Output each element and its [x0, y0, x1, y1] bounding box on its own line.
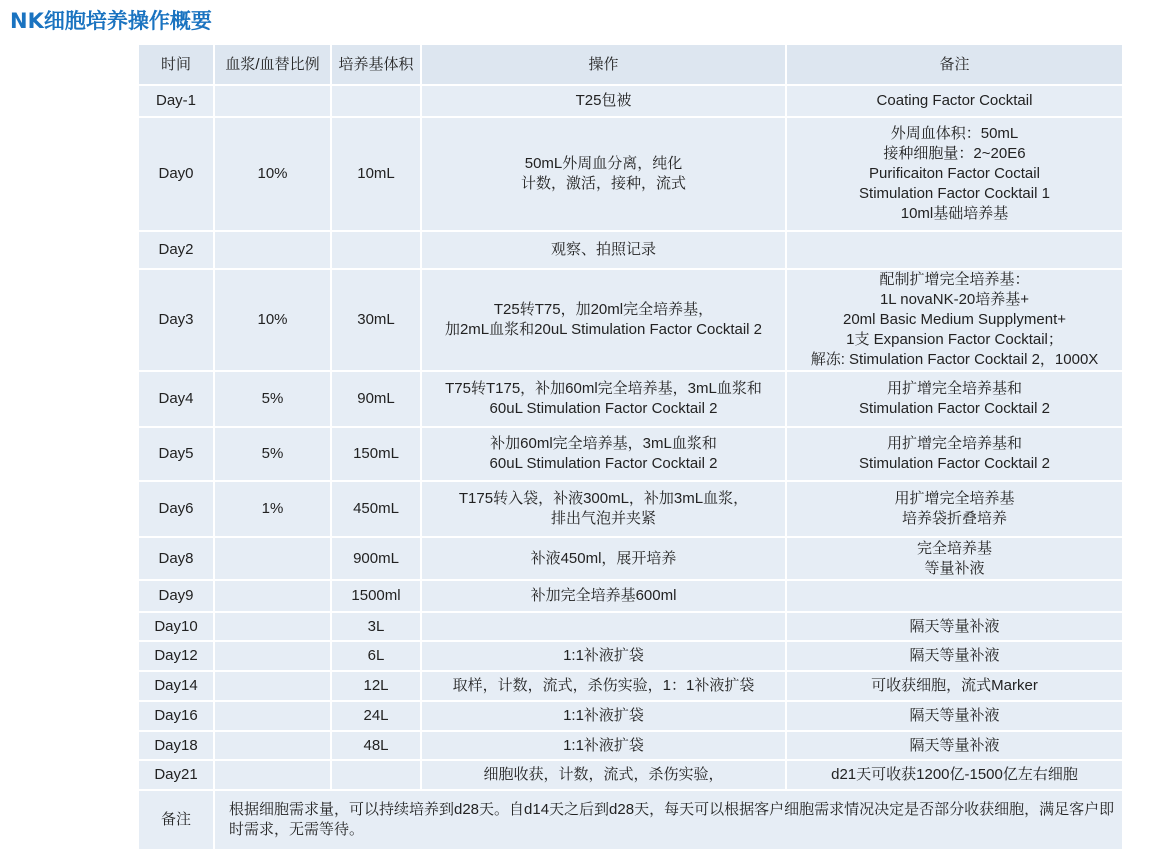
- cell-ratio: [214, 85, 331, 117]
- cell-operation: [421, 671, 786, 701]
- cell-volume: 150mL: [331, 427, 421, 481]
- page-title: NK细胞培养操作概要: [10, 9, 212, 33]
- header-ratio: 血浆/血替比例: [214, 44, 331, 85]
- cell-remark: [786, 671, 1123, 701]
- cell-time: Day14: [138, 671, 214, 701]
- operation-line: 细胞收获，计数，流式，杀伤实验，: [483, 766, 724, 783]
- table-footer-row: [138, 790, 1123, 850]
- cell-operation: [421, 371, 786, 427]
- cell-time: Day6: [138, 481, 214, 537]
- remark-line: 解冻: Stimulation Factor Cocktail 2，1000X: [810, 351, 1099, 368]
- cell-operation: [421, 641, 786, 671]
- cell-volume: 12L: [331, 671, 421, 701]
- operation-line: 计数，激活，接种，流式: [520, 175, 686, 192]
- cell-time: Day4: [138, 371, 214, 427]
- remark-line: 配制扩增完全培养基：: [879, 271, 1030, 288]
- table-row: [138, 427, 1123, 481]
- cell-remark: [786, 269, 1123, 371]
- cell-ratio: [214, 760, 331, 790]
- cell-volume: 90mL: [331, 371, 421, 427]
- cell-ratio: [214, 231, 331, 269]
- cell-volume: [331, 231, 421, 269]
- header-volume: 培养基体积: [331, 44, 421, 85]
- cell-time: Day10: [138, 612, 214, 641]
- cell-time: Day21: [138, 760, 214, 790]
- cell-volume: 900mL: [331, 537, 421, 580]
- cell-volume: 450mL: [331, 481, 421, 537]
- table-row: [138, 701, 1123, 731]
- cell-ratio: [214, 612, 331, 641]
- header-remark: 备注: [786, 44, 1123, 85]
- cell-ratio: 1%: [214, 481, 331, 537]
- remark-line: 用扩增完全培养基和: [886, 435, 1022, 452]
- cell-operation: [421, 427, 786, 481]
- remark-line: 隔天等量补液: [909, 647, 1000, 664]
- cell-remark: [786, 731, 1123, 760]
- cell-time: Day2: [138, 231, 214, 269]
- cell-remark: [786, 580, 1123, 612]
- remark-line: 完全培养基: [916, 539, 992, 557]
- cell-remark: [786, 641, 1123, 671]
- cell-operation: [421, 117, 786, 231]
- remark-line: Stimulation Factor Cocktail 1: [859, 185, 1050, 202]
- cell-remark: [786, 85, 1123, 117]
- cell-operation: [421, 231, 786, 269]
- remark-line: 隔天等量补液: [909, 736, 1000, 754]
- cell-remark: [786, 231, 1123, 269]
- cell-ratio: 5%: [214, 427, 331, 481]
- footer-label: 备注: [138, 790, 214, 850]
- cell-time: Day-1: [138, 85, 214, 117]
- table-row: [138, 580, 1123, 612]
- cell-ratio: [214, 671, 331, 701]
- cell-volume: 24L: [331, 701, 421, 731]
- cell-time: Day3: [138, 269, 214, 371]
- operation-line: 60uL Stimulation Factor Cocktail 2: [489, 400, 718, 417]
- cell-volume: 3L: [331, 612, 421, 641]
- cell-ratio: [214, 731, 331, 760]
- remark-line: d21天可收获1200亿-1500亿左右细胞: [831, 766, 1078, 783]
- operation-line: 1:1补液扩袋: [563, 647, 644, 664]
- cell-operation: [421, 760, 786, 790]
- operation-line: 排出气泡并夹紧: [550, 510, 656, 527]
- cell-ratio: 10%: [214, 117, 331, 231]
- cell-remark: [786, 537, 1123, 580]
- header-time: 时间: [138, 44, 214, 85]
- cell-operation: [421, 731, 786, 760]
- operation-line: 加2mL血浆和20uL Stimulation Factor Cocktail 2: [444, 321, 763, 338]
- cell-volume: 10mL: [331, 117, 421, 231]
- cell-operation: [421, 612, 786, 641]
- cell-volume: 30mL: [331, 269, 421, 371]
- cell-operation: [421, 481, 786, 537]
- remark-line: Stimulation Factor Cocktail 2: [859, 455, 1050, 472]
- remark-line: 用扩增完全培养基和: [886, 380, 1022, 397]
- cell-remark: [786, 481, 1123, 537]
- operation-line: 补加60ml完全培养基，3mL血浆和: [490, 435, 717, 452]
- footer-note: 根据细胞需求量，可以持续培养到d28天。自d14天之后到d28天，每天可以根据客户细胞需求情况决定是否部分收获细胞，满足客户即时需求，无需等待。: [214, 790, 1123, 850]
- cell-remark: [786, 117, 1123, 231]
- remark-line: 接种细胞量：2~20E6: [883, 145, 1026, 162]
- table-header-row: [138, 44, 1123, 85]
- table-row: [138, 731, 1123, 760]
- header-operation: 操作: [421, 44, 786, 85]
- cell-operation: [421, 269, 786, 371]
- remark-line: 可收获细胞，流式Marker: [871, 677, 1038, 694]
- cell-remark: [786, 701, 1123, 731]
- remark-line: 等量补液: [924, 559, 985, 577]
- cell-ratio: [214, 537, 331, 580]
- remark-line: Purificaiton Factor Coctail: [869, 165, 1040, 182]
- table-row: [138, 371, 1123, 427]
- table-row: [138, 481, 1123, 537]
- operation-line: 观察、拍照记录: [550, 241, 656, 258]
- cell-ratio: [214, 580, 331, 612]
- table-row: [138, 269, 1123, 371]
- remark-line: 培养袋折叠培养: [901, 510, 1007, 527]
- cell-time: Day0: [138, 117, 214, 231]
- table-row: [138, 117, 1123, 231]
- cell-ratio: 10%: [214, 269, 331, 371]
- table-row: [138, 537, 1123, 580]
- operation-line: 补液450ml，展开培养: [530, 549, 677, 567]
- cell-operation: [421, 537, 786, 580]
- cell-time: Day5: [138, 427, 214, 481]
- cell-time: Day9: [138, 580, 214, 612]
- table-row: [138, 760, 1123, 790]
- nk-culture-table: [137, 43, 1124, 851]
- operation-line: T25转T75，加20ml完全培养基，: [493, 301, 714, 318]
- cell-operation: [421, 701, 786, 731]
- operation-line: 补加完全培养基600ml: [530, 587, 677, 604]
- cell-volume: 6L: [331, 641, 421, 671]
- operation-line: 1:1补液扩袋: [563, 736, 644, 754]
- remark-line: Coating Factor Cocktail: [876, 92, 1033, 109]
- remark-line: 1L novaNK-20培养基+: [879, 291, 1030, 308]
- operation-line: 取样，计数，流式，杀伤实验，1：1补液扩袋: [452, 677, 755, 694]
- cell-remark: [786, 427, 1123, 481]
- cell-time: Day8: [138, 537, 214, 580]
- remark-line: 隔天等量补液: [909, 707, 1000, 724]
- cell-time: Day16: [138, 701, 214, 731]
- cell-volume: 48L: [331, 731, 421, 760]
- table-row: [138, 671, 1123, 701]
- cell-ratio: 5%: [214, 371, 331, 427]
- cell-time: Day18: [138, 731, 214, 760]
- table-row: [138, 231, 1123, 269]
- remark-line: 20ml Basic Medium Supplyment+: [842, 311, 1066, 328]
- cell-ratio: [214, 701, 331, 731]
- remark-line: Stimulation Factor Cocktail 2: [859, 400, 1050, 417]
- cell-volume: [331, 85, 421, 117]
- remark-line: 隔天等量补液: [909, 617, 1000, 635]
- cell-ratio: [214, 641, 331, 671]
- operation-line: T25包被: [575, 92, 632, 109]
- table-row: [138, 641, 1123, 671]
- operation-line: 50mL外周血分离，纯化: [524, 155, 683, 172]
- cell-remark: [786, 612, 1123, 641]
- table-row: [138, 85, 1123, 117]
- remark-line: 用扩增完全培养基: [894, 490, 1015, 507]
- cell-volume: 1500ml: [331, 580, 421, 612]
- cell-volume: [331, 760, 421, 790]
- cell-operation: [421, 580, 786, 612]
- cell-remark: [786, 371, 1123, 427]
- operation-line: T175转入袋，补液300mL，补加3mL血浆，: [458, 490, 749, 507]
- operation-line: 60uL Stimulation Factor Cocktail 2: [489, 455, 718, 472]
- cell-remark: [786, 760, 1123, 790]
- operation-line: 1:1补液扩袋: [563, 707, 644, 724]
- table-row: [138, 612, 1123, 641]
- remark-line: 1支 Expansion Factor Cocktail；: [846, 331, 1063, 348]
- remark-line: 10ml基础培养基: [900, 205, 1009, 222]
- cell-time: Day12: [138, 641, 214, 671]
- operation-line: T75转T175，补加60ml完全培养基，3mL血浆和: [445, 380, 762, 397]
- cell-operation: [421, 85, 786, 117]
- remark-line: 外周血体积：50mL: [890, 125, 1019, 142]
